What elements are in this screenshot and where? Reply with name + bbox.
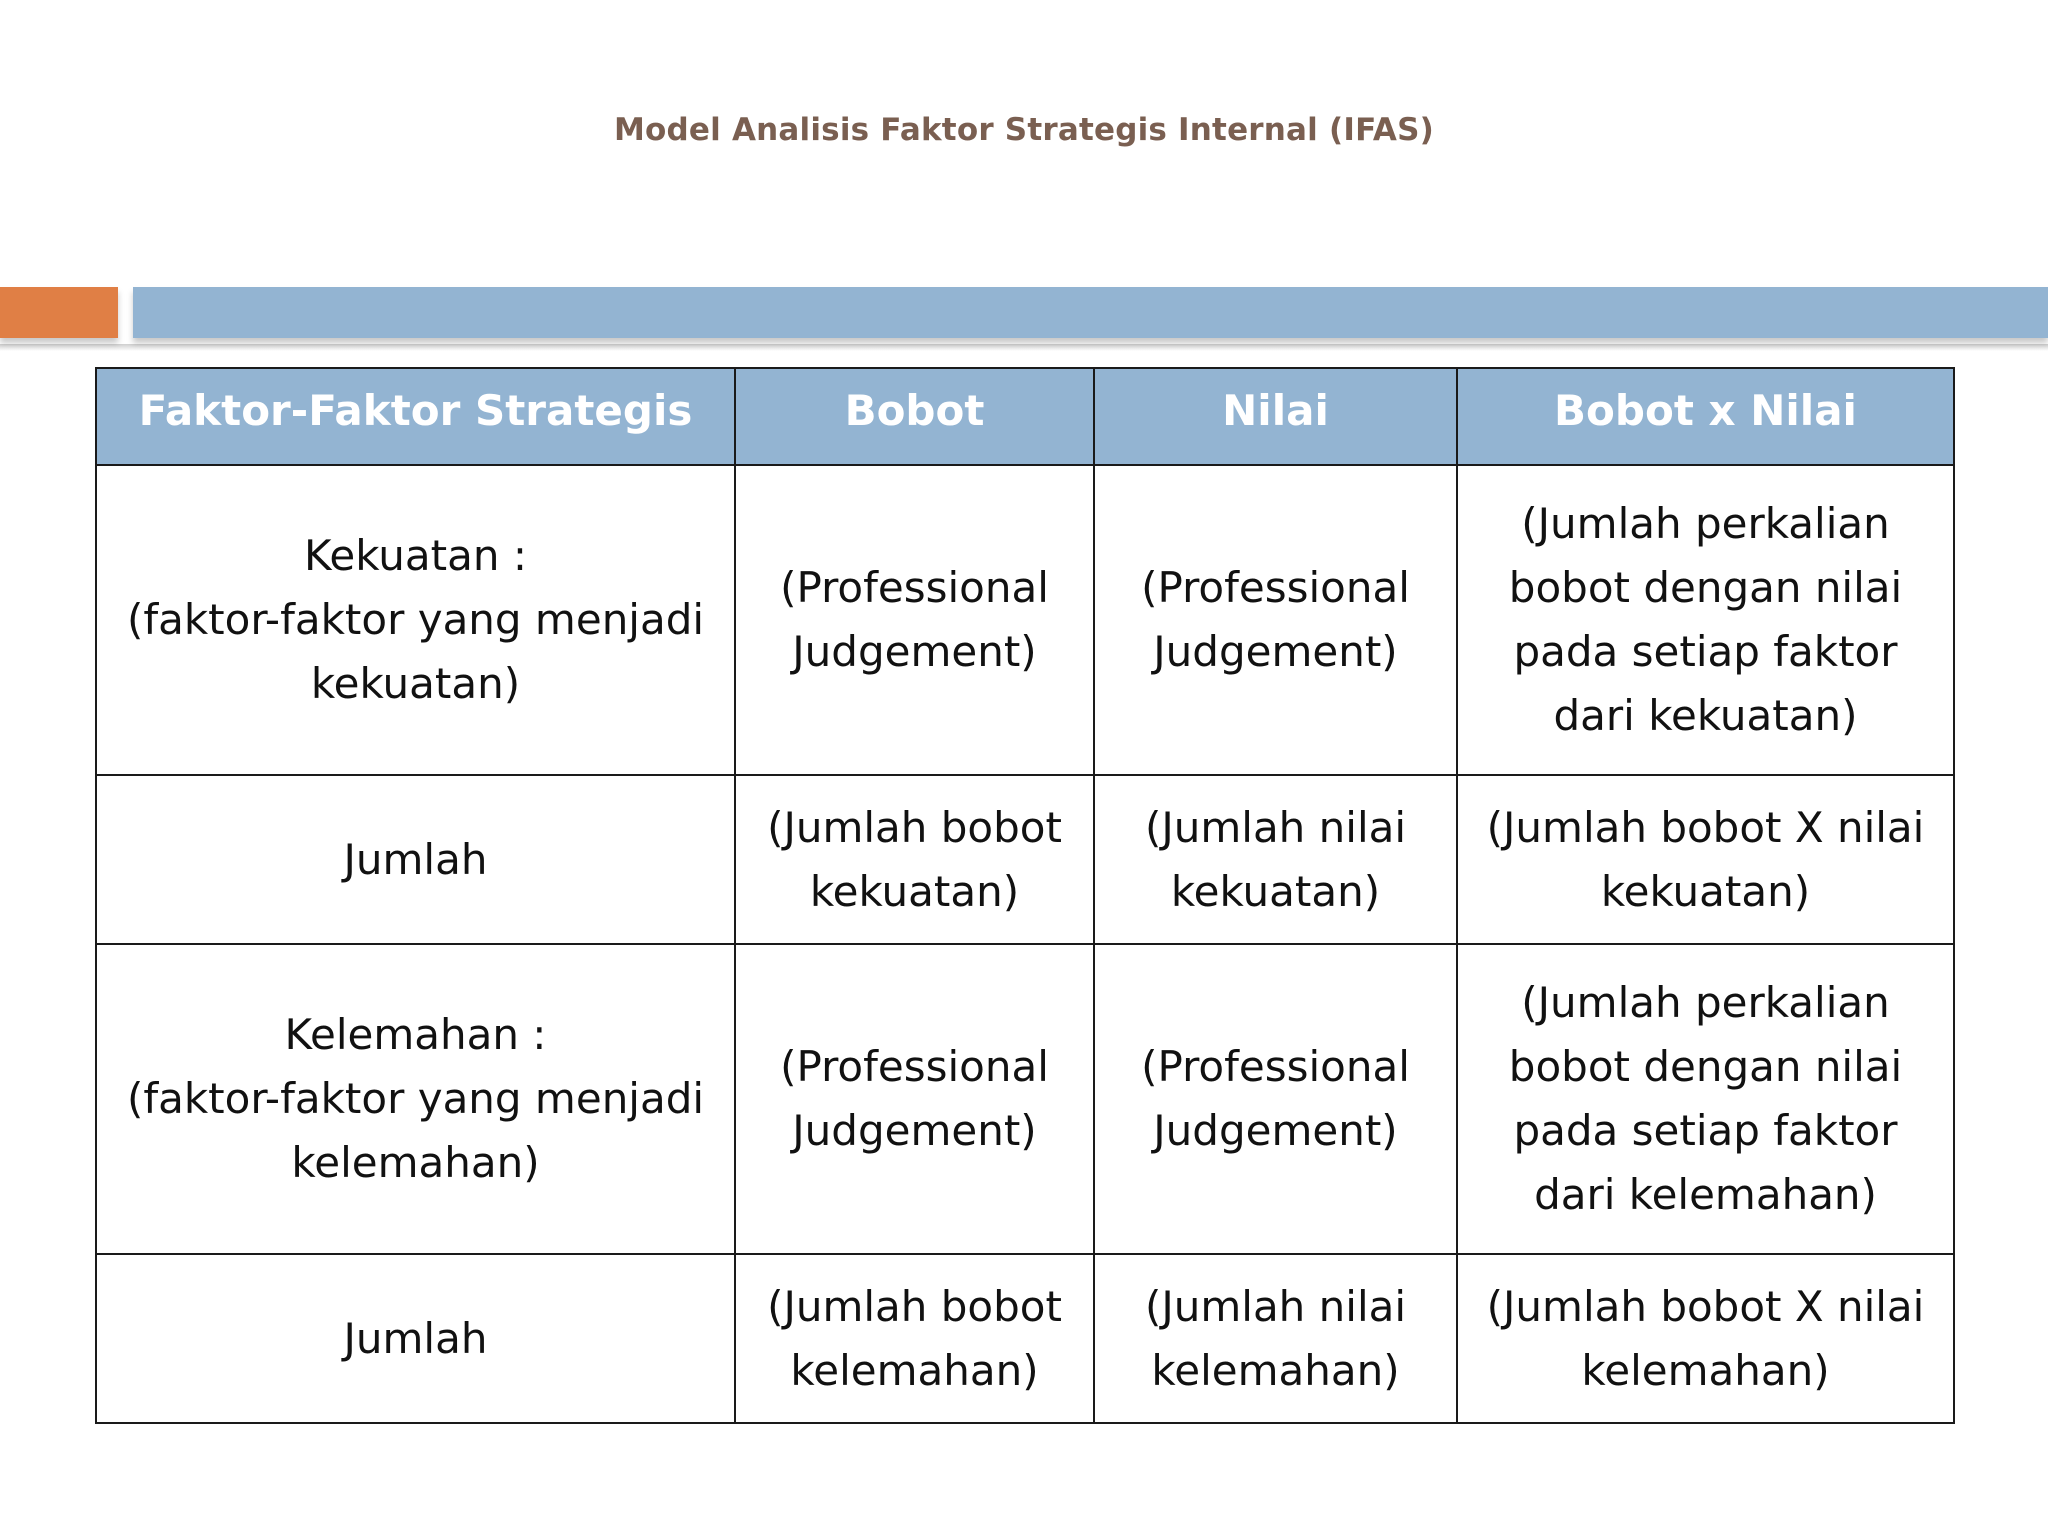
header-faktor: Faktor-Faktor Strategis bbox=[96, 368, 735, 465]
cell-nilai: (Jumlah nilai kelemahan) bbox=[1094, 1254, 1457, 1423]
cell-bobot-x-nilai: (Jumlah perkalian bobot dengan nilai pada setiap faktor dari kelemahan) bbox=[1457, 944, 1954, 1254]
cell-bobot: (Professional Judgement) bbox=[735, 465, 1094, 775]
cell-faktor: Kekuatan : (faktor-faktor yang menjadi kekuatan) bbox=[96, 465, 735, 775]
table-row-kelemahan bbox=[96, 944, 1954, 1254]
cell-faktor: Jumlah bbox=[96, 775, 735, 944]
cell-faktor: Jumlah bbox=[96, 1254, 735, 1423]
slide-title: Model Analisis Faktor Strategis Internal (IFAS) bbox=[613, 112, 1435, 148]
table-header-row bbox=[96, 368, 1954, 465]
header-bar-shadow bbox=[0, 344, 2048, 351]
header-bobot-x-nilai: Bobot x Nilai bbox=[1457, 368, 1954, 465]
cell-bobot: (Jumlah bobot kekuatan) bbox=[735, 775, 1094, 944]
table-row-kekuatan bbox=[96, 465, 1954, 775]
table-row-jumlah-kelemahan bbox=[96, 1254, 1954, 1423]
cell-nilai: (Jumlah nilai kekuatan) bbox=[1094, 775, 1457, 944]
ifas-table bbox=[95, 367, 1955, 1424]
accent-blue-band bbox=[133, 287, 2048, 338]
table-row-jumlah-kekuatan bbox=[96, 775, 1954, 944]
header-bobot: Bobot bbox=[735, 368, 1094, 465]
cell-bobot: (Professional Judgement) bbox=[735, 944, 1094, 1254]
cell-faktor: Kelemahan : (faktor-faktor yang menjadi kelemahan) bbox=[96, 944, 735, 1254]
cell-bobot-x-nilai: (Jumlah bobot X nilai kekuatan) bbox=[1457, 775, 1954, 944]
cell-bobot: (Jumlah bobot kelemahan) bbox=[735, 1254, 1094, 1423]
cell-nilai: (Professional Judgement) bbox=[1094, 944, 1457, 1254]
header-nilai: Nilai bbox=[1094, 368, 1457, 465]
accent-orange-block bbox=[0, 287, 118, 338]
cell-bobot-x-nilai: (Jumlah perkalian bobot dengan nilai pada setiap faktor dari kekuatan) bbox=[1457, 465, 1954, 775]
cell-bobot-x-nilai: (Jumlah bobot X nilai kelemahan) bbox=[1457, 1254, 1954, 1423]
cell-nilai: (Professional Judgement) bbox=[1094, 465, 1457, 775]
